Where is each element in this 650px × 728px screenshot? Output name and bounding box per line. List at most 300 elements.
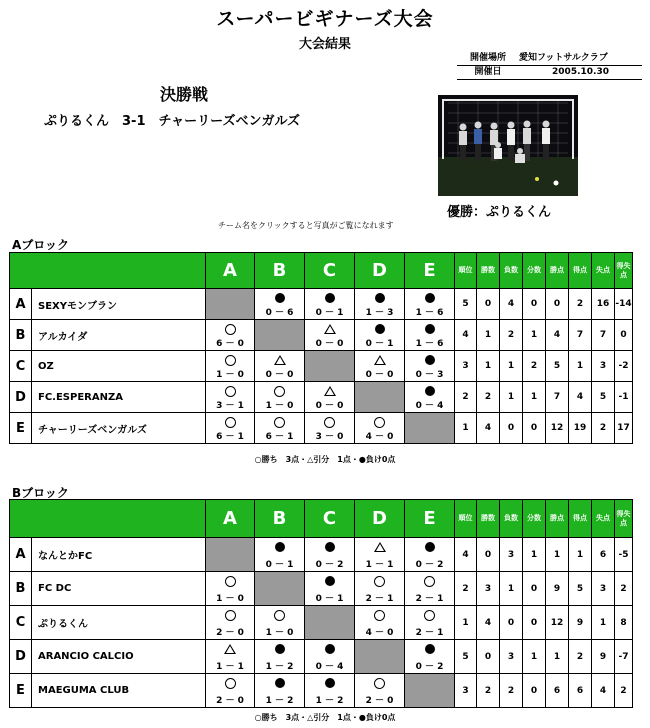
stat-value: -14	[615, 289, 633, 320]
block-b-legend: ○勝ち 3点・△引分 1点・●負け0点	[254, 713, 396, 722]
win-circle-icon	[225, 678, 236, 689]
match-result	[305, 572, 354, 605]
stat-value: 2	[455, 572, 477, 606]
col-header-b: B	[255, 500, 305, 538]
match-score: 2 － 0	[216, 696, 244, 706]
match-result-cell	[405, 289, 455, 320]
stat-value: 1	[569, 538, 592, 572]
stat-value: 3	[500, 538, 523, 572]
match-result	[355, 572, 404, 605]
result-symbol	[206, 608, 254, 624]
stat-value: 1	[546, 640, 569, 674]
stat-header: 順位	[455, 500, 477, 538]
loss-dot-icon	[425, 644, 435, 654]
match-score: 6 － 0	[216, 339, 244, 349]
win-circle-icon	[324, 417, 335, 428]
event-info	[457, 52, 642, 80]
block-a-legend: ○勝ち 3点・△引分 1点・●負け0点	[254, 455, 396, 464]
stat-value: 0	[477, 538, 500, 572]
date-row	[457, 66, 642, 80]
stat-value: 2	[615, 674, 633, 708]
stat-value: -7	[615, 640, 633, 674]
match-result-cell	[305, 640, 355, 674]
match-score: 0 － 2	[415, 560, 444, 570]
col-header-c: C	[305, 253, 355, 289]
win-circle-icon	[225, 576, 236, 587]
match-result-cell	[355, 320, 405, 351]
match-score: 2 － 1	[365, 594, 394, 604]
match-result-cell	[255, 674, 305, 708]
stat-value: 4	[455, 538, 477, 572]
result-symbol	[305, 574, 354, 589]
match-result	[255, 606, 304, 639]
match-result	[305, 320, 354, 350]
match-result	[206, 674, 254, 707]
draw-triangle-icon	[324, 324, 336, 334]
stat-value: 2	[569, 289, 592, 320]
loss-dot-icon	[375, 293, 385, 303]
stat-value: 0	[615, 320, 633, 351]
col-header-c: C	[305, 500, 355, 538]
result-symbol	[355, 574, 404, 590]
match-result-cell	[255, 413, 305, 444]
block-b-table	[9, 499, 633, 708]
match-score: 1 － 0	[265, 628, 294, 638]
match-score: 2 － 0	[365, 696, 394, 706]
venue-row	[457, 52, 642, 66]
stat-header: 負数	[500, 253, 523, 289]
row-letter: D	[10, 640, 32, 674]
stat-header: 失点	[592, 253, 615, 289]
loss-dot-icon	[325, 644, 335, 654]
venue-value: 愛知フットサルクラブ	[519, 53, 608, 63]
match-score: 0 － 6	[265, 308, 294, 318]
stat-value: 8	[615, 606, 633, 640]
stat-header: 得失点	[615, 253, 633, 289]
col-header-a: A	[206, 500, 255, 538]
stat-value: 1	[500, 382, 523, 413]
match-score: 0 － 0	[265, 370, 294, 380]
stat-value: 4	[477, 413, 500, 444]
result-symbol	[405, 540, 454, 555]
match-result-cell	[355, 674, 405, 708]
result-symbol	[305, 540, 354, 555]
self-match-cell	[355, 640, 405, 674]
loss-dot-icon	[275, 678, 285, 688]
match-result-cell	[405, 606, 455, 640]
match-score: 0 － 1	[315, 308, 344, 318]
stat-value: 19	[569, 413, 592, 444]
match-result	[355, 413, 404, 443]
team-row	[10, 289, 633, 320]
match-score: 2 － 1	[415, 594, 444, 604]
match-result-cell	[255, 289, 305, 320]
match-result-cell	[355, 606, 405, 640]
result-symbol	[206, 642, 254, 657]
stat-value: 2	[477, 382, 500, 413]
loss-dot-icon	[325, 293, 335, 303]
win-circle-icon	[225, 355, 236, 366]
match-result-cell	[305, 674, 355, 708]
match-score: 6 － 1	[265, 432, 294, 442]
stat-header: 勝数	[477, 253, 500, 289]
match-result	[255, 640, 304, 673]
final-title: 決勝戦	[160, 85, 209, 104]
win-circle-icon	[225, 610, 236, 621]
stat-value: 4	[455, 320, 477, 351]
match-result	[305, 382, 354, 412]
win-circle-icon	[374, 417, 385, 428]
match-result-cell	[255, 382, 305, 413]
team-row	[10, 351, 633, 382]
stat-value: 2	[477, 674, 500, 708]
stat-value: -2	[615, 351, 633, 382]
stat-value: 4	[477, 606, 500, 640]
match-result	[355, 289, 404, 319]
match-result-cell	[206, 572, 255, 606]
match-result-cell	[355, 351, 405, 382]
header-row	[10, 253, 633, 289]
match-score: 4 － 0	[365, 432, 394, 442]
team-name-link[interactable]: ARANCIO CALCIO	[32, 640, 206, 674]
team-row	[10, 572, 633, 606]
team-name-link[interactable]: SEXYモンブラン	[32, 289, 206, 320]
match-score: 6 － 1	[216, 432, 244, 442]
stat-value: 17	[615, 413, 633, 444]
stat-value: 1	[523, 538, 546, 572]
match-result	[405, 351, 454, 381]
match-result	[305, 538, 354, 571]
match-result-cell	[305, 289, 355, 320]
page-title: スーパービギナーズ大会	[216, 8, 434, 30]
stat-value: 4	[500, 289, 523, 320]
result-symbol	[405, 291, 454, 306]
match-score: 1 － 0	[265, 401, 294, 411]
win-circle-icon	[374, 576, 385, 587]
match-score: 1 － 1	[216, 662, 244, 672]
team-name-link[interactable]: ぷりるくん	[32, 606, 206, 640]
match-score: 1 － 1	[365, 560, 394, 570]
match-result	[206, 606, 254, 639]
stat-value: 9	[546, 572, 569, 606]
stat-value: 12	[546, 413, 569, 444]
stat-value: 2	[523, 351, 546, 382]
draw-triangle-icon	[374, 542, 386, 552]
col-header-a: A	[206, 253, 255, 289]
match-result-cell	[405, 572, 455, 606]
row-letter: D	[10, 382, 32, 413]
match-result	[206, 382, 254, 412]
win-circle-icon	[274, 386, 285, 397]
result-symbol	[255, 353, 304, 368]
match-result	[255, 289, 304, 319]
match-result	[255, 351, 304, 381]
match-result	[255, 413, 304, 443]
result-symbol	[255, 676, 304, 691]
stat-value: 7	[546, 382, 569, 413]
result-symbol	[206, 574, 254, 590]
col-header-b: B	[255, 253, 305, 289]
result-symbol	[355, 322, 404, 337]
loss-dot-icon	[325, 678, 335, 688]
match-score: 0 － 0	[315, 339, 344, 349]
stat-header: 得点	[569, 253, 592, 289]
stat-value: 9	[592, 640, 615, 674]
team-name-link[interactable]: チャーリーズベンガルズ	[32, 413, 206, 444]
match-result	[305, 413, 354, 443]
stat-value: 0	[523, 413, 546, 444]
self-match-cell	[255, 572, 305, 606]
match-result	[206, 572, 254, 605]
stat-value: 7	[592, 320, 615, 351]
match-result	[355, 606, 404, 639]
header-row	[10, 500, 633, 538]
stat-value: 5	[569, 572, 592, 606]
result-symbol	[355, 291, 404, 306]
stat-value: 0	[500, 606, 523, 640]
match-result-cell	[305, 538, 355, 572]
stat-value: 2	[455, 382, 477, 413]
match-score: 0 － 1	[365, 339, 394, 349]
team-name-link[interactable]: FC DC	[32, 572, 206, 606]
stat-value: 6	[592, 538, 615, 572]
match-score: 0 － 0	[315, 401, 344, 411]
stat-value: 0	[523, 606, 546, 640]
match-score: 0 － 2	[315, 560, 344, 570]
match-score: 1 － 3	[365, 308, 394, 318]
stat-value: 5	[592, 382, 615, 413]
stat-value: 0	[523, 572, 546, 606]
self-match-cell	[355, 382, 405, 413]
match-result	[405, 572, 454, 605]
match-result	[405, 640, 454, 673]
match-score: 0 － 2	[415, 662, 444, 672]
stat-header: 分数	[523, 500, 546, 538]
stat-header: 勝数	[477, 500, 500, 538]
stat-value: -5	[615, 538, 633, 572]
draw-triangle-icon	[224, 644, 236, 654]
win-circle-icon	[374, 678, 385, 689]
match-result-cell	[255, 640, 305, 674]
match-result-cell	[206, 351, 255, 382]
result-symbol	[405, 608, 454, 624]
match-score: 0 － 4	[415, 401, 444, 411]
stat-value: 1	[569, 351, 592, 382]
team-name-link[interactable]: アルカイダ	[32, 320, 206, 351]
match-score: 4 － 0	[365, 628, 394, 638]
date-label: 開催日	[474, 67, 502, 77]
result-symbol	[355, 676, 404, 692]
draw-triangle-icon	[324, 386, 336, 396]
result-symbol	[405, 322, 454, 337]
stat-value: 1	[546, 538, 569, 572]
loss-dot-icon	[425, 293, 435, 303]
match-result-cell	[206, 382, 255, 413]
stat-value: 2	[500, 320, 523, 351]
win-circle-icon	[274, 417, 285, 428]
stat-value: 2	[592, 413, 615, 444]
row-letter: B	[10, 320, 32, 351]
match-result-cell	[405, 320, 455, 351]
champion-team-photo[interactable]	[438, 95, 578, 196]
stat-value: 0	[546, 289, 569, 320]
match-score: 0 － 0	[365, 370, 394, 380]
match-result	[305, 289, 354, 319]
stat-value: 9	[569, 606, 592, 640]
match-score: 0 － 1	[315, 594, 344, 604]
result-symbol	[305, 676, 354, 691]
match-result	[355, 538, 404, 571]
block-b-label: Bブロック	[12, 486, 69, 500]
loss-dot-icon	[425, 542, 435, 552]
match-score: 2 － 0	[216, 628, 244, 638]
team-name-link[interactable]: OZ	[32, 351, 206, 382]
stat-value: 6	[569, 674, 592, 708]
stat-header: 勝点	[546, 500, 569, 538]
result-symbol	[255, 642, 304, 657]
match-result-cell	[355, 572, 405, 606]
page-subtitle: 大会結果	[298, 37, 351, 52]
team-name-link[interactable]: なんとかFC	[32, 538, 206, 572]
result-symbol	[355, 540, 404, 555]
match-result-cell	[355, 413, 405, 444]
stat-value: 1	[477, 351, 500, 382]
match-result	[255, 538, 304, 571]
match-result	[206, 351, 254, 381]
team-row	[10, 640, 633, 674]
stat-header: 順位	[455, 253, 477, 289]
match-result	[305, 640, 354, 673]
self-match-cell	[305, 606, 355, 640]
win-circle-icon	[424, 576, 435, 587]
row-letter: A	[10, 538, 32, 572]
match-score: 0 － 1	[265, 560, 294, 570]
match-score: 0 － 4	[315, 662, 344, 672]
stat-header: 得失点	[615, 500, 633, 538]
stat-value: 2	[615, 572, 633, 606]
date-value: 2005.10.30	[552, 67, 609, 77]
match-result	[405, 606, 454, 639]
match-result	[255, 382, 304, 412]
champion-label: 優勝：ぷりるくん	[447, 205, 552, 220]
result-symbol	[255, 540, 304, 555]
win-circle-icon	[225, 417, 236, 428]
match-result-cell	[305, 382, 355, 413]
team-row	[10, 413, 633, 444]
loss-dot-icon	[375, 324, 385, 334]
stat-value: 1	[523, 382, 546, 413]
match-score: 1 － 6	[415, 339, 444, 349]
match-score: 1 － 2	[265, 662, 294, 672]
stat-value: 16	[592, 289, 615, 320]
match-score: 0 － 3	[415, 370, 444, 380]
row-letter: E	[10, 413, 32, 444]
stat-value: 1	[477, 320, 500, 351]
match-result-cell	[405, 351, 455, 382]
match-result-cell	[355, 289, 405, 320]
self-match-cell	[206, 538, 255, 572]
stat-value: 1	[523, 320, 546, 351]
match-result	[405, 538, 454, 571]
team-row	[10, 382, 633, 413]
result-symbol	[305, 291, 354, 306]
match-result	[405, 320, 454, 350]
stat-value: 3	[500, 640, 523, 674]
stat-value: 4	[546, 320, 569, 351]
stat-value: 5	[455, 640, 477, 674]
draw-triangle-icon	[274, 355, 286, 365]
loss-dot-icon	[425, 324, 435, 334]
stat-value: 7	[569, 320, 592, 351]
header-corner	[10, 253, 206, 289]
match-score: 3 － 1	[216, 401, 244, 411]
block-a-table	[9, 252, 633, 444]
stat-value: 1	[455, 413, 477, 444]
match-score: 1 － 2	[315, 696, 344, 706]
self-match-cell	[405, 413, 455, 444]
result-symbol	[206, 676, 254, 692]
match-result-cell	[355, 538, 405, 572]
stat-value: 0	[477, 289, 500, 320]
stat-value: 5	[455, 289, 477, 320]
photo-note: チーム名をクリックすると写真がご覧になれます	[218, 221, 394, 230]
result-symbol	[405, 353, 454, 368]
stat-value: 3	[592, 572, 615, 606]
team-name-link[interactable]: FC.ESPERANZA	[32, 382, 206, 413]
loss-dot-icon	[325, 576, 335, 586]
self-match-cell	[255, 320, 305, 351]
result-symbol	[405, 574, 454, 590]
stat-value: 1	[500, 351, 523, 382]
stat-value: 0	[523, 674, 546, 708]
loss-dot-icon	[275, 644, 285, 654]
team-row	[10, 538, 633, 572]
match-result-cell	[305, 413, 355, 444]
match-result-cell	[255, 351, 305, 382]
match-result-cell	[405, 640, 455, 674]
block-a-label: Aブロック	[12, 238, 70, 252]
match-result-cell	[255, 538, 305, 572]
stat-value: 3	[477, 572, 500, 606]
col-header-d: D	[355, 500, 405, 538]
match-result	[405, 289, 454, 319]
match-score: 2 － 1	[415, 628, 444, 638]
result-symbol	[255, 608, 304, 624]
match-result-cell	[206, 320, 255, 351]
team-name-link[interactable]: MAEGUMA CLUB	[32, 674, 206, 708]
match-result	[355, 351, 404, 381]
match-result-cell	[206, 606, 255, 640]
match-result-cell	[206, 674, 255, 708]
match-result	[206, 413, 254, 443]
result-symbol	[305, 322, 354, 337]
win-circle-icon	[274, 610, 285, 621]
match-result	[206, 640, 254, 673]
stat-value: 0	[523, 289, 546, 320]
loss-dot-icon	[425, 386, 435, 396]
stat-value: 6	[546, 674, 569, 708]
stat-value: 1	[523, 640, 546, 674]
self-match-cell	[405, 674, 455, 708]
row-letter: A	[10, 289, 32, 320]
match-result-cell	[255, 606, 305, 640]
col-header-e: E	[405, 253, 455, 289]
stat-value: 3	[455, 674, 477, 708]
win-circle-icon	[225, 386, 236, 397]
result-symbol	[355, 608, 404, 624]
result-symbol	[405, 384, 454, 399]
match-result	[305, 674, 354, 707]
